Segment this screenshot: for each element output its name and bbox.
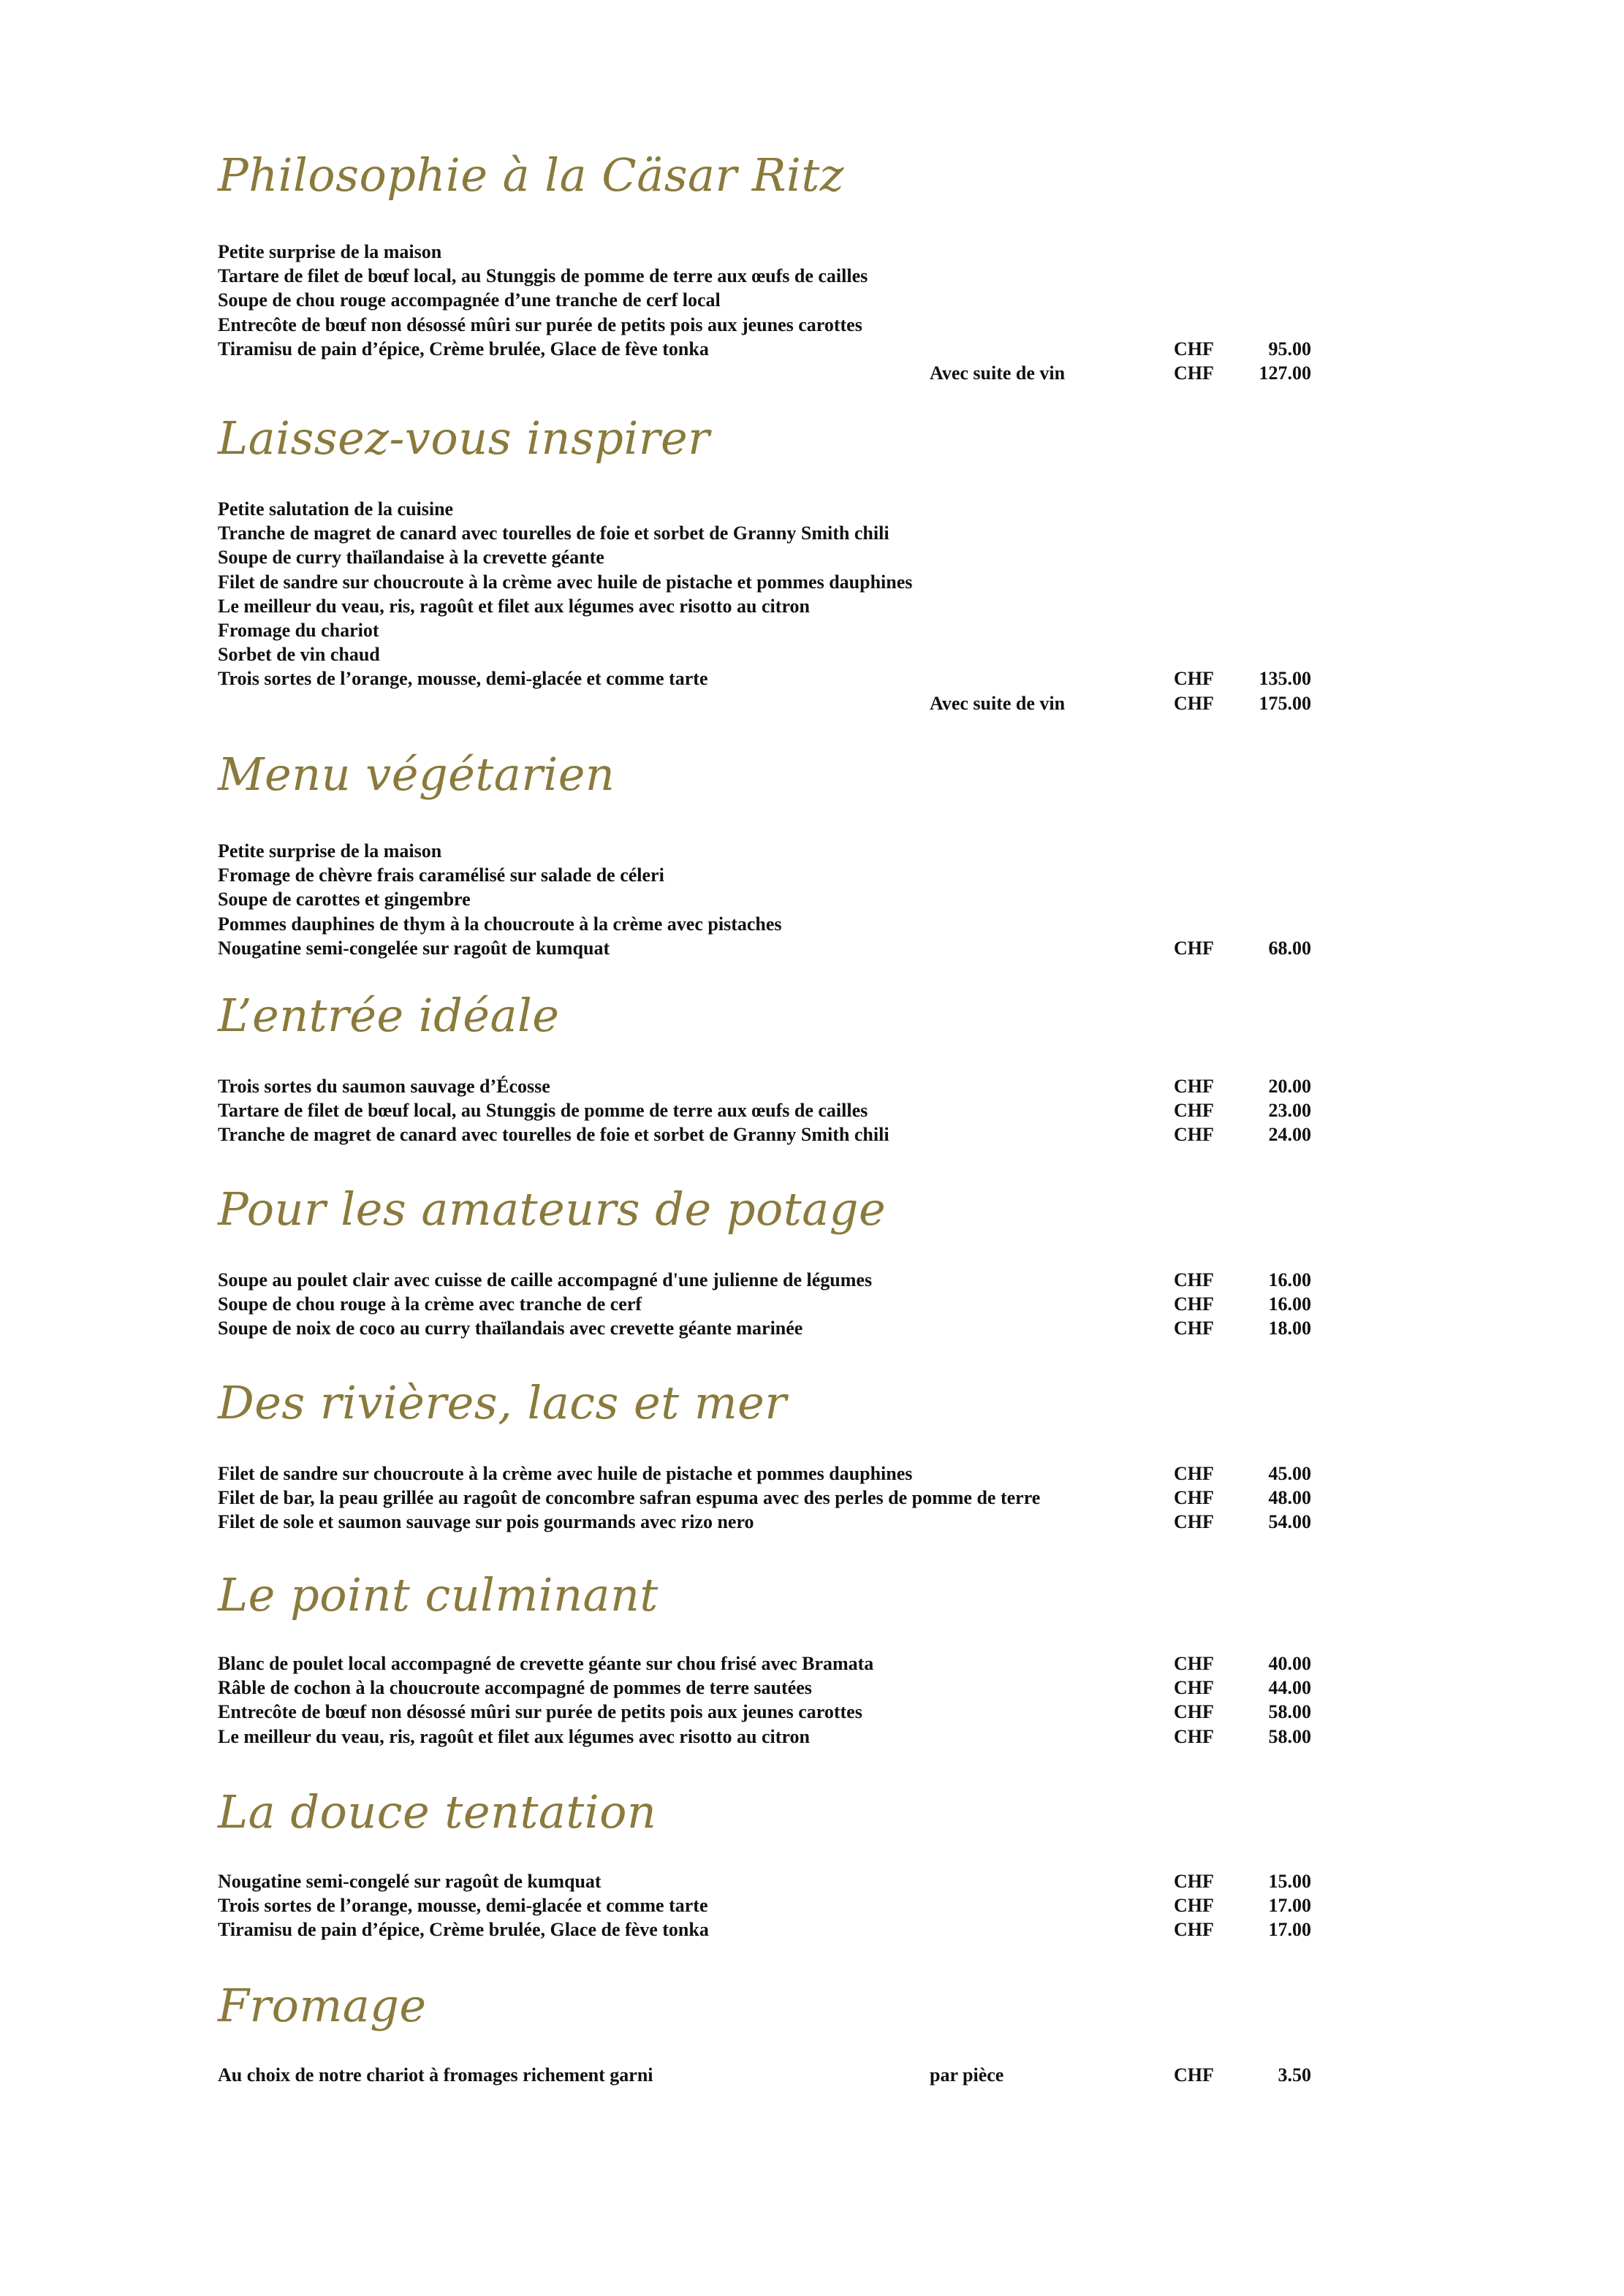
- menu-row: [0, 1098, 1624, 1123]
- menu-row: [0, 1074, 1624, 1099]
- menu-row: [0, 1917, 1624, 1942]
- section-title: Fromage: [218, 1979, 427, 2032]
- dish-name: Nougatine semi-congelé sur ragoût de kumquat: [218, 1871, 602, 1892]
- currency-label: CHF: [1174, 1701, 1214, 1722]
- menu-row: [0, 497, 1624, 522]
- dish-name: Soupe de carottes et gingembre: [218, 889, 471, 910]
- dish-name: Soupe de curry thaïlandaise à la crevette géante: [218, 547, 604, 568]
- price: 68.00: [1268, 938, 1311, 959]
- price: 48.00: [1268, 1487, 1311, 1508]
- menu-row: [0, 1676, 1624, 1700]
- price-note: Avec suite de vin: [930, 693, 1066, 714]
- dish-name: Soupe de chou rouge accompagnée d’une tranche de cerf local: [218, 289, 721, 311]
- dish-name: Entrecôte de bœuf non désossé mûri sur purée de petits pois aux jeunes carottes: [218, 314, 862, 335]
- menu-row: [0, 691, 1624, 716]
- currency-label: CHF: [1174, 1100, 1214, 1121]
- menu-row: [0, 936, 1624, 961]
- currency-label: CHF: [1174, 1726, 1214, 1747]
- menu-row: [0, 288, 1624, 313]
- price: 135.00: [1259, 668, 1311, 689]
- dish-name: Filet de sole et saumon sauvage sur pois gourmands avec rizo nero: [218, 1511, 754, 1532]
- dish-name: Au choix de notre chariot à fromages richement garni: [218, 2064, 653, 2086]
- dish-name: Trois sortes de l’orange, mousse, demi-glacée et comme tarte: [218, 668, 708, 689]
- price: 40.00: [1268, 1653, 1311, 1674]
- menu-row: [0, 1725, 1624, 1749]
- menu-row: [0, 1700, 1624, 1725]
- currency-label: CHF: [1174, 1318, 1214, 1339]
- currency-label: CHF: [1174, 2064, 1214, 2086]
- dish-name: Blanc de poulet local accompagné de crevette géante sur chou frisé avec Bramata: [218, 1653, 874, 1674]
- dish-name: Trois sortes de l’orange, mousse, demi-glacée et comme tarte: [218, 1895, 708, 1916]
- menu-row: [0, 1869, 1624, 1894]
- dish-name: Râble de cochon à la choucroute accompagné de pommes de terre sautées: [218, 1677, 812, 1698]
- menu-row: [0, 1651, 1624, 1676]
- section-title: L’entrée idéale: [218, 989, 560, 1042]
- menu-row: [0, 594, 1624, 619]
- currency-label: CHF: [1174, 1871, 1214, 1892]
- price: 24.00: [1268, 1124, 1311, 1145]
- dish-name: Pommes dauphines de thym à la choucroute à la crème avec pistaches: [218, 913, 782, 935]
- price: 54.00: [1268, 1511, 1311, 1532]
- currency-label: CHF: [1174, 362, 1214, 384]
- menu-row: [0, 887, 1624, 912]
- dish-name: Le meilleur du veau, ris, ragoût et filet aux légumes avec risotto au citron: [218, 596, 810, 617]
- currency-label: CHF: [1174, 938, 1214, 959]
- menu-row: [0, 1316, 1624, 1341]
- dish-name: Tranche de magret de canard avec tourelles de foie et sorbet de Granny Smith chili: [218, 1124, 889, 1145]
- price: 23.00: [1268, 1100, 1311, 1121]
- price-note: Avec suite de vin: [930, 362, 1066, 384]
- menu-row: [0, 1268, 1624, 1293]
- price: 58.00: [1268, 1726, 1311, 1747]
- dish-name: Tartare de filet de bœuf local, au Stunggis de pomme de terre aux œufs de cailles: [218, 1100, 868, 1121]
- price: 45.00: [1268, 1463, 1311, 1484]
- menu-row: [0, 912, 1624, 937]
- dish-name: Tartare de filet de bœuf local, au Stunggis de pomme de terre aux œufs de cailles: [218, 265, 868, 286]
- price: 44.00: [1268, 1677, 1311, 1698]
- menu-row: [0, 1510, 1624, 1535]
- menu-row: [0, 313, 1624, 338]
- section-title: Philosophie à la Cäsar Ritz: [218, 148, 844, 202]
- dish-name: Fromage de chèvre frais caramélisé sur salade de céleri: [218, 864, 664, 886]
- price: 95.00: [1268, 338, 1311, 360]
- price: 17.00: [1268, 1919, 1311, 1940]
- price: 58.00: [1268, 1701, 1311, 1722]
- price: 18.00: [1268, 1318, 1311, 1339]
- section-title: La douce tentation: [218, 1785, 657, 1839]
- dish-name: Sorbet de vin chaud: [218, 644, 380, 665]
- currency-label: CHF: [1174, 1293, 1214, 1315]
- section-title: Pour les amateurs de potage: [218, 1182, 887, 1236]
- price: 20.00: [1268, 1076, 1311, 1097]
- menu-row: [0, 570, 1624, 595]
- menu-row: [0, 839, 1624, 864]
- section-title: Des rivières, lacs et mer: [218, 1376, 787, 1429]
- dish-name: Soupe de chou rouge à la crème avec tranche de cerf: [218, 1293, 642, 1315]
- menu-row: [0, 361, 1624, 386]
- section-title: Le point culminant: [218, 1568, 659, 1622]
- dish-name: Tranche de magret de canard avec tourelles de foie et sorbet de Granny Smith chili: [218, 522, 889, 544]
- section-title: Menu végétarien: [218, 748, 615, 801]
- menu-row: [0, 545, 1624, 570]
- dish-name: Soupe au poulet clair avec cuisse de caille accompagné d'une julienne de légumes: [218, 1269, 873, 1290]
- menu-row: [0, 642, 1624, 667]
- menu-row: [0, 1292, 1624, 1317]
- price: 3.50: [1278, 2064, 1311, 2086]
- menu-row: [0, 337, 1624, 362]
- section-title: Laissez-vous inspirer: [218, 411, 710, 465]
- currency-label: CHF: [1174, 1895, 1214, 1916]
- price: 17.00: [1268, 1895, 1311, 1916]
- dish-name: Le meilleur du veau, ris, ragoût et filet aux légumes avec risotto au citron: [218, 1726, 810, 1747]
- dish-name: Tiramisu de pain d’épice, Crème brulée, Glace de fève tonka: [218, 1919, 709, 1940]
- menu-row: [0, 1122, 1624, 1147]
- price: 15.00: [1268, 1871, 1311, 1892]
- currency-label: CHF: [1174, 1511, 1214, 1532]
- dish-name: Petite surprise de la maison: [218, 241, 442, 262]
- menu-row: [0, 1461, 1624, 1486]
- currency-label: CHF: [1174, 1487, 1214, 1508]
- dish-name: Entrecôte de bœuf non désossé mûri sur purée de petits pois aux jeunes carottes: [218, 1701, 862, 1722]
- menu-row: [0, 2063, 1624, 2088]
- dish-name: Nougatine semi-congelée sur ragoût de kumquat: [218, 938, 610, 959]
- dish-name: Petite surprise de la maison: [218, 840, 442, 862]
- currency-label: CHF: [1174, 338, 1214, 360]
- menu-row: [0, 1893, 1624, 1918]
- currency-label: CHF: [1174, 1076, 1214, 1097]
- menu-row: [0, 863, 1624, 888]
- currency-label: CHF: [1174, 693, 1214, 714]
- price: 16.00: [1268, 1269, 1311, 1290]
- price: 16.00: [1268, 1293, 1311, 1315]
- dish-name: Fromage du chariot: [218, 620, 379, 641]
- currency-label: CHF: [1174, 1653, 1214, 1674]
- dish-name: Filet de bar, la peau grillée au ragoût de concombre safran espuma avec des perles de pomme de terre: [218, 1487, 1041, 1508]
- currency-label: CHF: [1174, 1124, 1214, 1145]
- menu-row: [0, 666, 1624, 691]
- menu-row: [0, 521, 1624, 546]
- dish-name: Trois sortes du saumon sauvage d’Écosse: [218, 1076, 550, 1097]
- price-note: par pièce: [930, 2064, 1004, 2086]
- currency-label: CHF: [1174, 668, 1214, 689]
- price: 175.00: [1259, 693, 1311, 714]
- dish-name: Petite salutation de la cuisine: [218, 498, 454, 520]
- menu-row: [0, 618, 1624, 643]
- price: 127.00: [1259, 362, 1311, 384]
- dish-name: Filet de sandre sur choucroute à la crème avec huile de pistache et pommes dauphines: [218, 1463, 913, 1484]
- dish-name: Filet de sandre sur choucroute à la crème avec huile de pistache et pommes dauphines: [218, 571, 913, 593]
- currency-label: CHF: [1174, 1919, 1214, 1940]
- currency-label: CHF: [1174, 1677, 1214, 1698]
- dish-name: Tiramisu de pain d’épice, Crème brulée, Glace de fève tonka: [218, 338, 709, 360]
- dish-name: Soupe de noix de coco au curry thaïlandais avec crevette géante marinée: [218, 1318, 803, 1339]
- currency-label: CHF: [1174, 1269, 1214, 1290]
- menu-row: [0, 264, 1624, 289]
- menu-row: [0, 240, 1624, 265]
- currency-label: CHF: [1174, 1463, 1214, 1484]
- menu-row: [0, 1486, 1624, 1510]
